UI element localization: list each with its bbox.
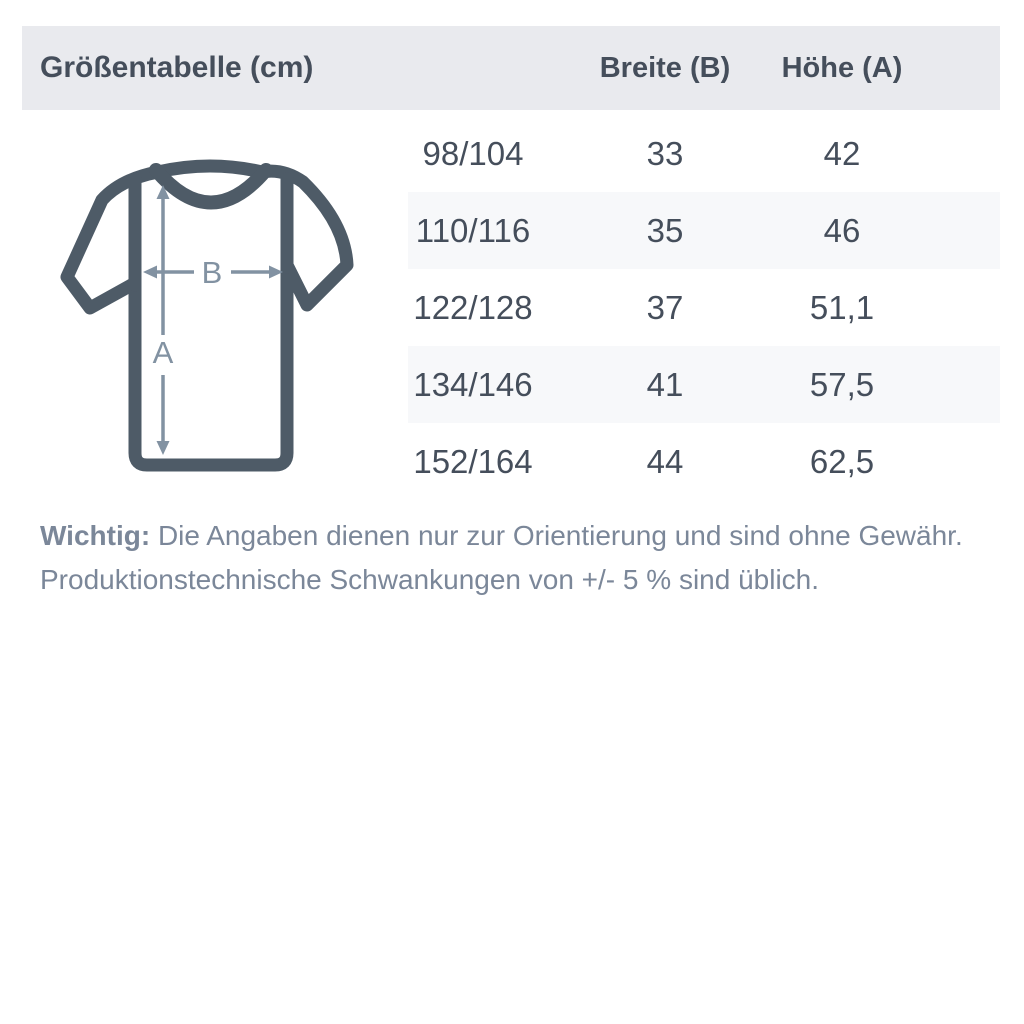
disclaimer-note xyxy=(40,514,990,602)
width-cell: 33 xyxy=(646,135,684,172)
disclaimer-line-1 xyxy=(40,514,990,558)
disclaimer-lead: Wichtig: xyxy=(40,520,151,551)
size-cell: 110/116 xyxy=(415,212,531,249)
height-cell: 62,5 xyxy=(809,443,875,480)
disclaimer-line-1-text: Die Angaben dienen nur zur Orientierung und sind ohne Gewähr. xyxy=(150,520,963,551)
size-cell: 98/104 xyxy=(422,135,524,172)
width-cell: 35 xyxy=(646,212,684,249)
tshirt-outline-icon xyxy=(67,166,347,465)
height-arrow-label: A xyxy=(152,335,174,370)
tshirt-icon xyxy=(55,155,365,485)
height-cell: 57,5 xyxy=(809,366,875,403)
width-cell: 44 xyxy=(646,443,684,480)
height-cell: 51,1 xyxy=(809,289,875,326)
height-cell: 46 xyxy=(823,212,861,249)
width-arrow-label: B xyxy=(201,255,223,290)
tshirt-size-diagram xyxy=(55,155,365,485)
size-cell: 134/146 xyxy=(413,366,533,403)
size-table-title: Größentabelle (cm) xyxy=(40,51,314,84)
height-cell: 42 xyxy=(823,135,861,172)
size-cell: 152/164 xyxy=(413,443,533,480)
disclaimer-line-2: Produktionstechnische Schwankungen von +/- 5 % sind üblich. xyxy=(40,564,820,595)
size-cell: 122/128 xyxy=(413,289,533,326)
table-header-band xyxy=(22,26,1000,110)
column-header-height: Höhe (A) xyxy=(781,52,903,84)
column-header-width: Breite (B) xyxy=(599,52,731,84)
width-cell: 37 xyxy=(646,289,684,326)
width-cell: 41 xyxy=(646,366,684,403)
